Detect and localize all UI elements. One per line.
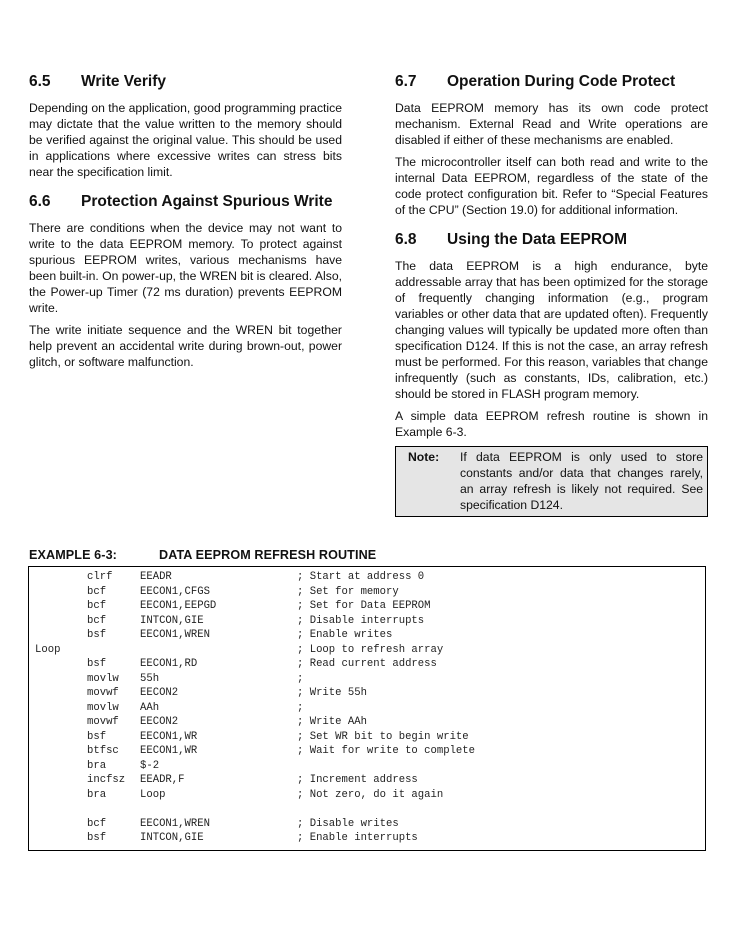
code-comment: ; Enable writes: [297, 629, 393, 641]
section-number: 6.8: [395, 231, 417, 248]
code-opcode: bra: [87, 788, 107, 801]
code-comment: ; Read current address: [297, 658, 437, 670]
code-label: Loop: [35, 643, 61, 656]
code-opcode: bra: [87, 759, 107, 772]
code-operand: EECON2: [140, 687, 179, 699]
code-operand: AAh: [140, 701, 160, 714]
code-line: [35, 614, 695, 629]
code-opcode: movlw: [87, 672, 119, 685]
code-line: [35, 773, 695, 788]
paragraph: The microcontroller itself can both read and write to the internal Data EEPROM, regardless of the state of the code protect configuration bit. Refer to “Special Features of the CPU” (Section 19.0) for additional information.: [395, 155, 708, 217]
code-opcode: movwf: [87, 687, 119, 699]
section-title: Using the Data EEPROM: [447, 231, 627, 248]
code-comment: ; Disable interrupts: [297, 614, 425, 627]
code-operand: 55h: [140, 672, 160, 685]
paragraph: Depending on the application, good programming practice may dictate that the value written to the memory should be verified against the original value. This should be used in applications where excessive writes can stress bits near the specification limit.: [29, 101, 343, 179]
paragraph: The write initiate sequence and the WREN bit together help prevent an accidental write during brown-out, power glitch, or software malfunction.: [29, 323, 342, 369]
code-opcode: incfsz: [87, 774, 126, 786]
code-opcode: bsf: [87, 629, 107, 641]
code-operand: INTCON,GIE: [140, 832, 204, 844]
code-comment: ; Disable writes: [297, 817, 399, 830]
code-line: [35, 701, 695, 716]
code-opcode: bsf: [87, 832, 107, 844]
code-operand: EEADR,F: [140, 774, 185, 786]
code-line: [35, 759, 695, 774]
code-line: [35, 730, 695, 745]
code-comment: ;: [297, 672, 304, 685]
code-line: [35, 599, 695, 614]
code-operand: $-2: [140, 759, 160, 772]
code-line: [35, 657, 695, 672]
code-operand: EECON1,CFGS: [140, 585, 210, 598]
code-comment: ; Write 55h: [297, 687, 367, 699]
code-line: [35, 643, 695, 658]
code-line: [35, 570, 695, 585]
note-box: [395, 446, 708, 517]
code-operand: EECON1,WR: [140, 745, 198, 757]
paragraph: A simple data EEPROM refresh routine is shown in Example 6-3.: [395, 409, 708, 439]
section-heading-6-7: [395, 72, 708, 92]
code-line: [35, 802, 695, 817]
left-column: [29, 72, 342, 370]
section-title: Protection Against Spurious Write: [81, 193, 333, 210]
code-line: [35, 817, 695, 832]
code-comment: ; Increment address: [297, 774, 418, 786]
code-operand: EECON1,WREN: [140, 817, 210, 830]
section-number: 6.7: [395, 73, 417, 90]
code-operand: INTCON,GIE: [140, 614, 204, 627]
code-comment: ; Enable interrupts: [297, 832, 418, 844]
code-comment: ; Not zero, do it again: [297, 788, 444, 801]
code-listing: [28, 566, 706, 851]
section-title: Write Verify: [81, 73, 167, 90]
code-opcode: bsf: [87, 730, 107, 743]
code-line: [35, 744, 695, 759]
code-comment: ; Start at address 0: [297, 571, 425, 583]
example-label: EXAMPLE 6-3:: [29, 548, 117, 562]
code-comment: ; Set for memory: [297, 585, 399, 598]
section-heading-6-5: [29, 72, 342, 92]
code-line: [35, 585, 695, 600]
section-heading-6-6: [29, 192, 342, 212]
section-title: Operation During Code Protect: [447, 73, 676, 90]
code-line: [35, 831, 695, 846]
code-operand: EECON1,RD: [140, 658, 198, 670]
paragraph: The data EEPROM is a high endurance, byte addressable array that has been optimized for the storage of frequently changing information (e.g., program variables or other data that are updated often). Frequently changing values will typically be updated more often than specification D124. If this is not the case, an array refresh must be performed. For this reason, variables that change infrequently (such as constants, IDs, calibration, etc.) should be stored in FLASH program memory.: [395, 259, 708, 401]
code-line: [35, 672, 695, 687]
section-number: 6.5: [29, 73, 51, 90]
code-opcode: bsf: [87, 658, 107, 670]
code-opcode: btfsc: [87, 745, 119, 757]
code-operand: EEADR: [140, 571, 172, 583]
code-opcode: bcf: [87, 600, 107, 612]
right-column: [395, 72, 708, 517]
code-operand: EECON1,WR: [140, 730, 198, 743]
code-comment: ; Write AAh: [297, 716, 367, 728]
section-number: 6.6: [29, 193, 51, 210]
section-heading-6-8: [395, 230, 708, 250]
code-comment: ; Wait for write to complete: [297, 745, 476, 757]
code-operand: Loop: [140, 788, 166, 801]
code-comment: ; Set WR bit to begin write: [297, 730, 469, 743]
code-operand: EECON1,WREN: [140, 629, 210, 641]
code-line: [35, 628, 695, 643]
code-opcode: bcf: [87, 614, 107, 627]
code-line: [35, 715, 695, 730]
code-line: [35, 686, 695, 701]
paragraph: Data EEPROM memory has its own code protect mechanism. External Read and Write operations are disabled if either of these mechanisms are enabled.: [395, 101, 708, 147]
code-comment: ; Loop to refresh array: [297, 643, 444, 656]
paragraph: There are conditions when the device may not want to write to the data EEPROM memory. To protect against spurious EEPROM writes, various mechanisms have been built-in. On power-up, the WREN bit is cleared. Also, the Power-up Timer (72 ms duration) prevents EEPROM write.: [29, 221, 342, 315]
code-opcode: bcf: [87, 585, 107, 598]
code-opcode: movwf: [87, 716, 119, 728]
code-operand: EECON1,EEPGD: [140, 600, 217, 612]
example-caption: [29, 548, 376, 562]
code-opcode: clrf: [87, 571, 113, 583]
code-opcode: bcf: [87, 817, 107, 830]
code-lines: [35, 570, 695, 846]
note-label: Note:: [408, 450, 440, 464]
code-operand: EECON2: [140, 716, 179, 728]
code-comment: ;: [297, 701, 304, 714]
code-comment: ; Set for Data EEPROM: [297, 600, 431, 612]
example-title: DATA EEPROM REFRESH ROUTINE: [159, 548, 377, 562]
note-text: If data EEPROM is only used to store constants and/or data that changes rarely, an array refresh is likely not required. See specification D124.: [460, 450, 703, 512]
code-opcode: movlw: [87, 701, 119, 714]
code-line: [35, 788, 695, 803]
